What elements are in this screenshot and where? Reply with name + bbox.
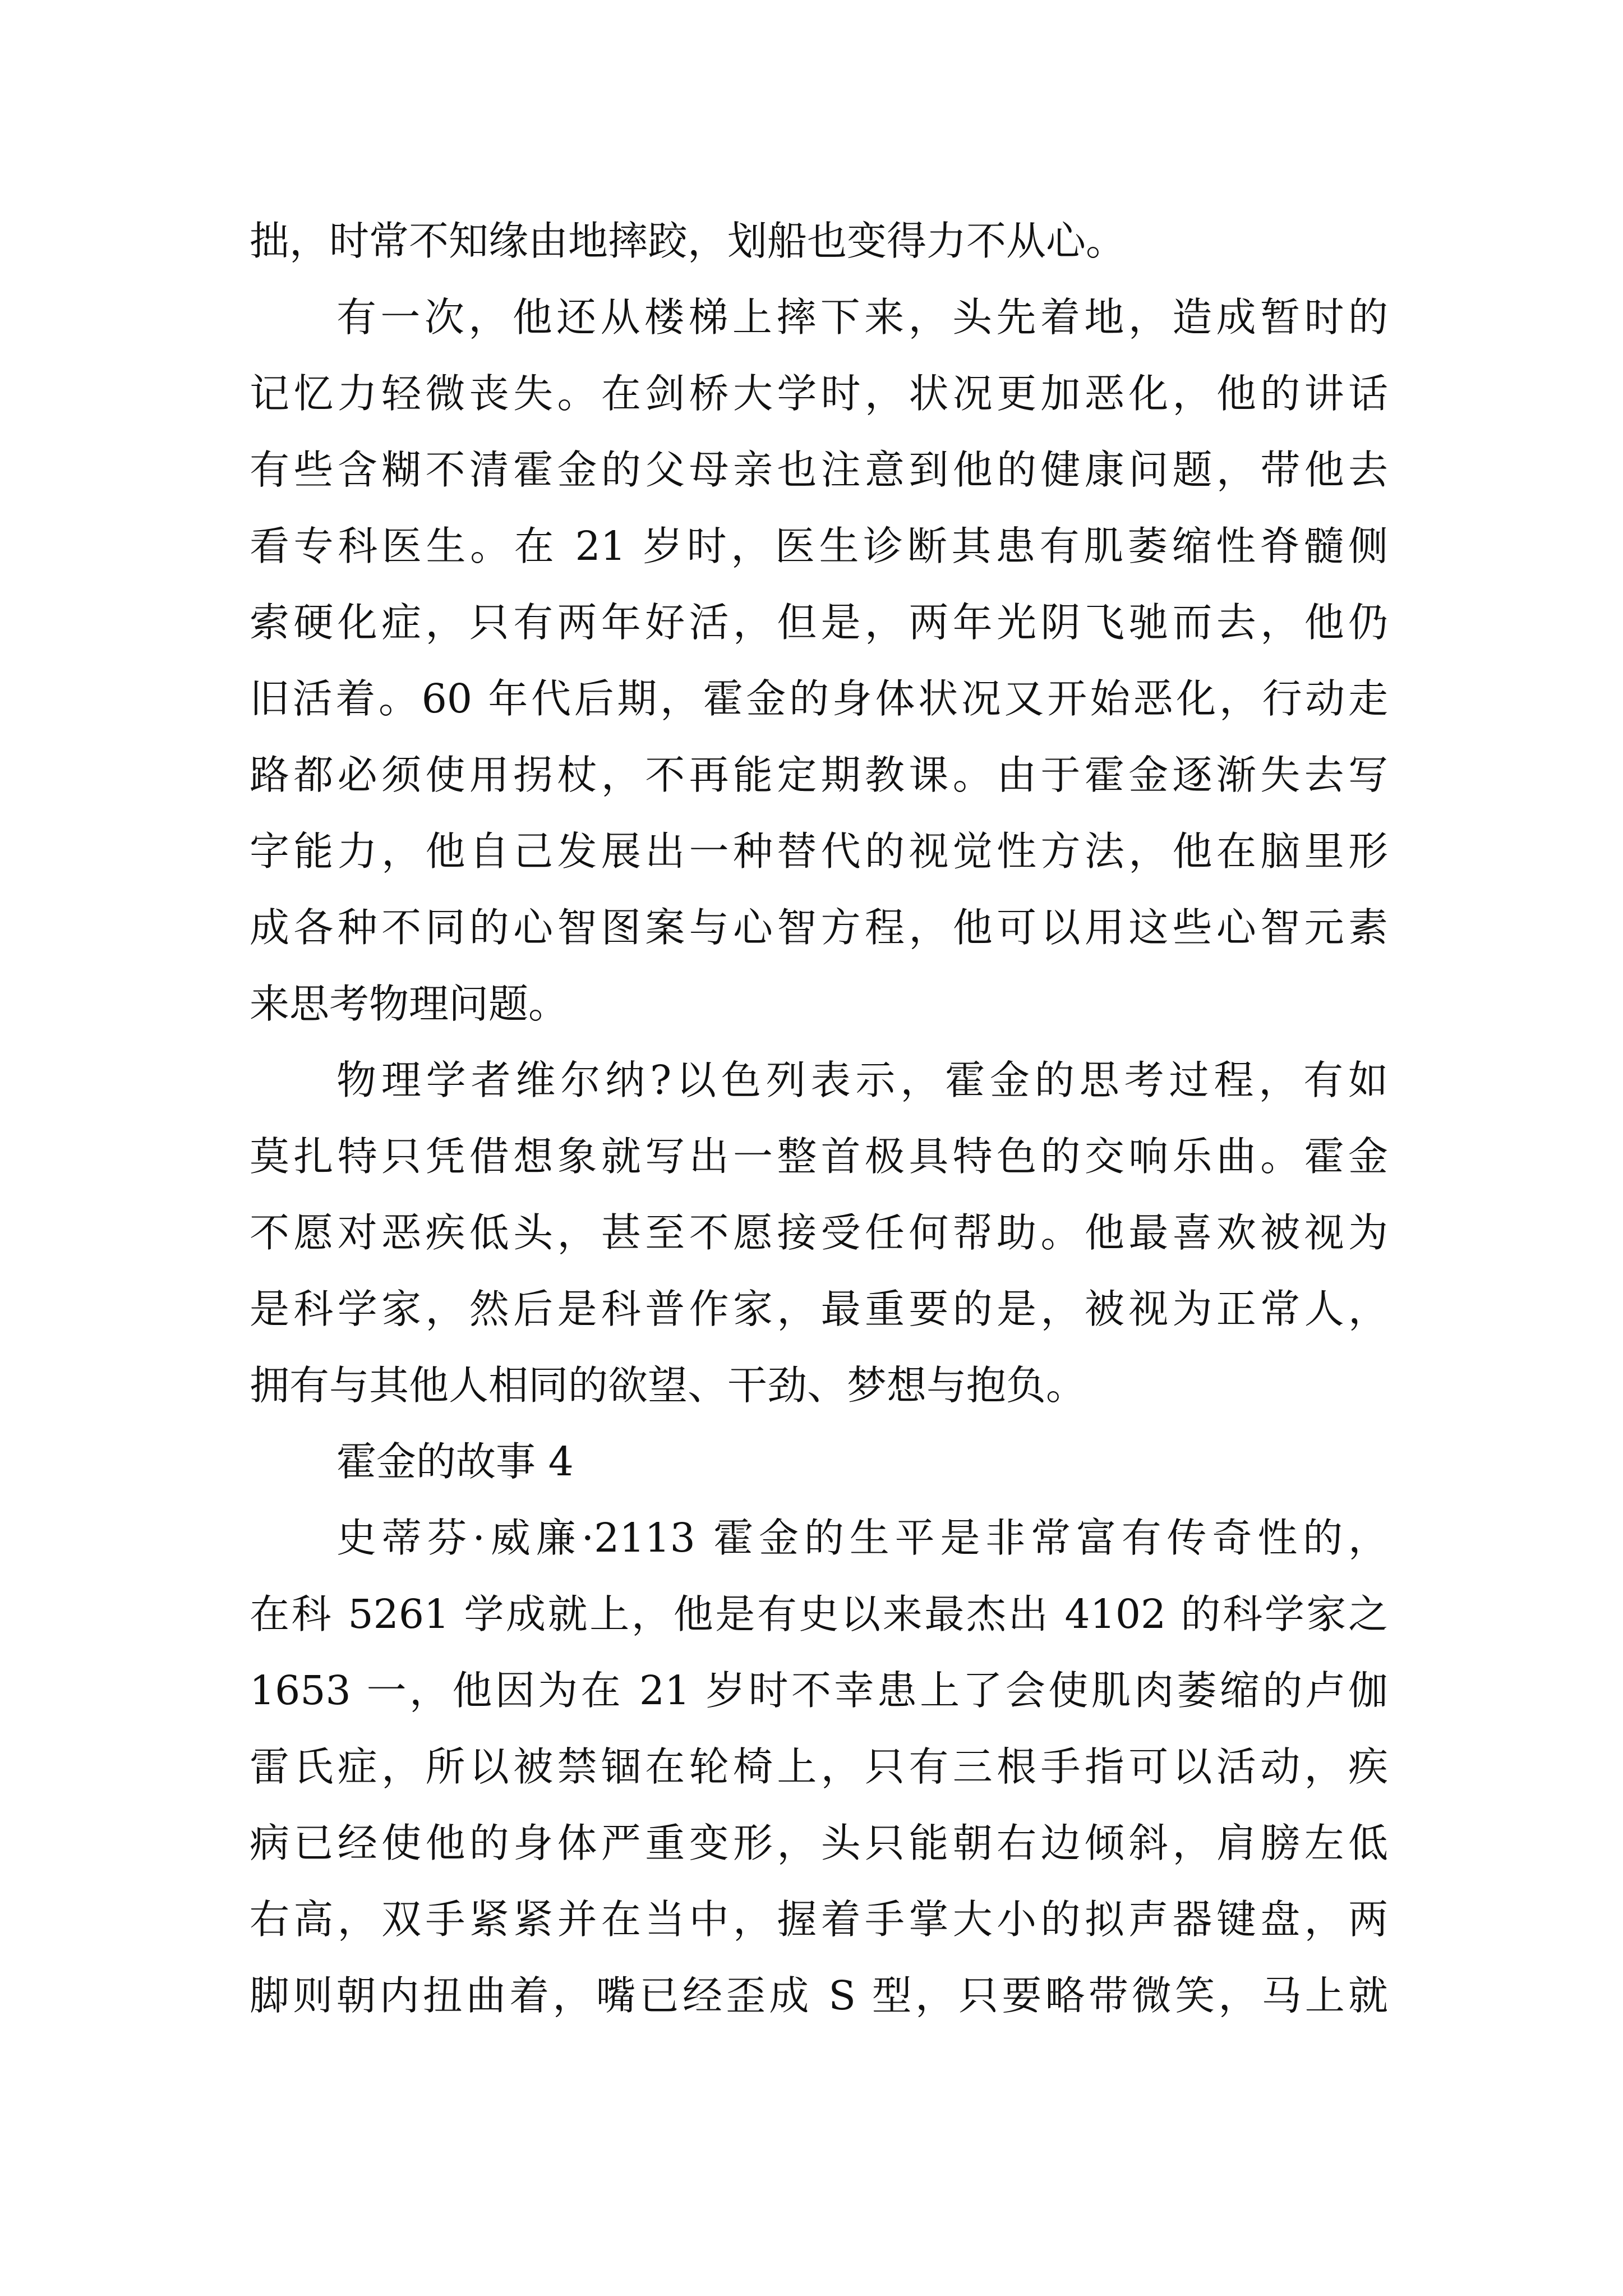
text-line: 旧活着。60 年代后期，霍金的身体状况又开始恶化，行动走 [250,675,1388,722]
text-line: 有些含糊不清霍金的父母亲也注意到他的健康问题，带他去 [250,447,1388,493]
text-line: 病已经使他的身体严重变形，头只能朝右边倾斜，肩膀左低 [250,1820,1388,1866]
text-line: 拥有与其他人相同的欲望、干劲、梦想与抱负。 [250,1362,1086,1409]
text-line: 字能力，他自己发展出一种替代的视觉性方法，他在脑里形 [250,828,1388,875]
text-line: 记忆力轻微丧失。在剑桥大学时，状况更加恶化，他的讲话 [250,370,1388,417]
section-heading: 霍金的故事 4 [336,1438,574,1485]
text-line: 史蒂芬·威廉·2113 霍金的生平是非常富有传奇性的， [336,1515,1388,1561]
text-line: 看专科医生。在 21 岁时，医生诊断其患有肌萎缩性脊髓侧 [250,523,1388,569]
text-line: 1653 一，他因为在 21 岁时不幸患上了会使肌肉萎缩的卢伽 [250,1667,1388,1714]
text-line: 成各种不同的心智图案与心智方程，他可以用这些心智元素 [250,904,1388,951]
text-line: 路都必须使用拐杖，不再能定期教课。由于霍金逐渐失去写 [250,752,1388,798]
text-line: 在科 5261 学成就上，他是有史以来最杰出 4102 的科学家之 [250,1591,1388,1637]
text-line: 脚则朝内扭曲着，嘴已经歪成 S 型，只要略带微笑，马上就 [250,1972,1388,2019]
text-line: 来思考物理问题。 [250,981,569,1027]
text-line: 雷氏症，所以被禁锢在轮椅上，只有三根手指可以活动，疾 [250,1743,1388,1790]
text-line: 莫扎特只凭借想象就写出一整首极具特色的交响乐曲。霍金 [250,1133,1388,1180]
text-line: 拙，时常不知缘由地摔跤，划船也变得力不从心。 [250,218,1126,264]
text-line: 有一次，他还从楼梯上摔下来，头先着地，造成暂时的 [336,294,1388,341]
text-line: 索硬化症，只有两年好活，但是，两年光阴飞驰而去，他仍 [250,599,1388,646]
text-line: 不愿对恶疾低头，甚至不愿接受任何帮助。他最喜欢被视为 [250,1209,1388,1256]
text-line: 物理学者维尔纳?以色列表示，霍金的思考过程，有如 [336,1057,1388,1103]
text-line: 是科学家，然后是科普作家，最重要的是，被视为正常人， [250,1286,1388,1332]
text-line: 右高，双手紧紧并在当中，握着手掌大小的拟声器键盘，两 [250,1896,1388,1943]
